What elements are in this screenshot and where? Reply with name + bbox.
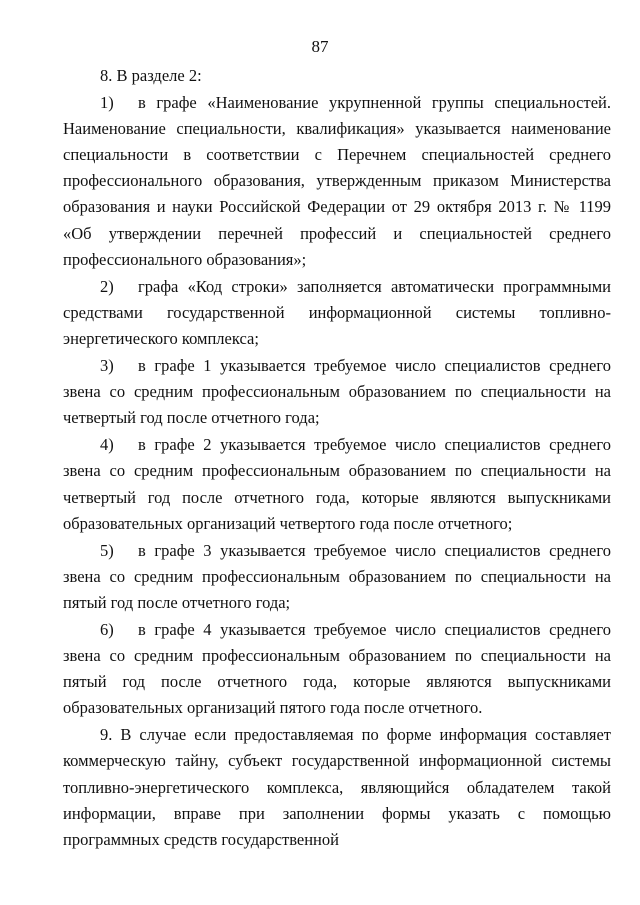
- list-item-text: в графе 4 указывается требуемое число специалистов среднего звена со средним профессиональным образованием по специальности на пятый год после отчетного года, которые являются выпускниками образовательных организаций пятого года после отчетного.: [63, 619, 611, 718]
- document-body: [63, 63, 611, 853]
- list-item-number: 5): [100, 540, 114, 560]
- list-item-number: 4): [100, 435, 114, 455]
- list-item-1: [63, 90, 611, 273]
- list-item-2: [63, 274, 611, 352]
- list-item-text: в графе 3 указывается требуемое число специалистов среднего звена со средним профессиональным образованием по специальности на пятый год после отчетного года;: [63, 540, 611, 612]
- list-item-3: [63, 353, 611, 431]
- list-item-5: [63, 538, 611, 616]
- paragraph-9: 9. В случае если предоставляемая по форме информация составляет коммерческую тайну, субъект государственной информационной системы топливно-энергетического комплекса, являющийся обладателем такой информации, вправе при заполнении формы указать с помощью программных средств государственной: [63, 725, 611, 849]
- list-item-4: [63, 432, 611, 536]
- list-item-number: 3): [100, 356, 114, 376]
- list-item-number: 1): [100, 93, 114, 113]
- section-heading: 8. В разделе 2:: [100, 66, 202, 85]
- list-item-number: 6): [100, 619, 114, 639]
- page-number: 87: [311, 37, 329, 56]
- list-item-text: в графе 1 указывается требуемое число специалистов среднего звена со средним профессиональным образованием по специальности на четвертый год после отчетного года;: [63, 356, 611, 428]
- list-item-6: [63, 617, 611, 721]
- list-item-text: в графе 2 указывается требуемое число специалистов среднего звена со средним профессиональным образованием по специальности на четвертый год после отчетного года, которые являются выпускниками образовательных организаций четвертого года после отчетного;: [63, 435, 611, 533]
- list-item-text: в графе «Наименование укрупненной группы специальностей. Наименование специальности, квалификация» указывается наименование специальности в соответствии с Перечнем специальностей среднего профессионального образования, утвержденным приказом Министерства образования и науки Российской Федерации от 29 октября 2013 г. № 1199 «Об утверждении перечней профессий и специальностей среднего профессионального образования»;: [63, 93, 611, 269]
- list-item-text: графа «Код строки» заполняется автоматически программными средствами государственной информационной системы топливно-энергетического комплекса;: [63, 276, 611, 348]
- list-item-number: 2): [100, 276, 114, 296]
